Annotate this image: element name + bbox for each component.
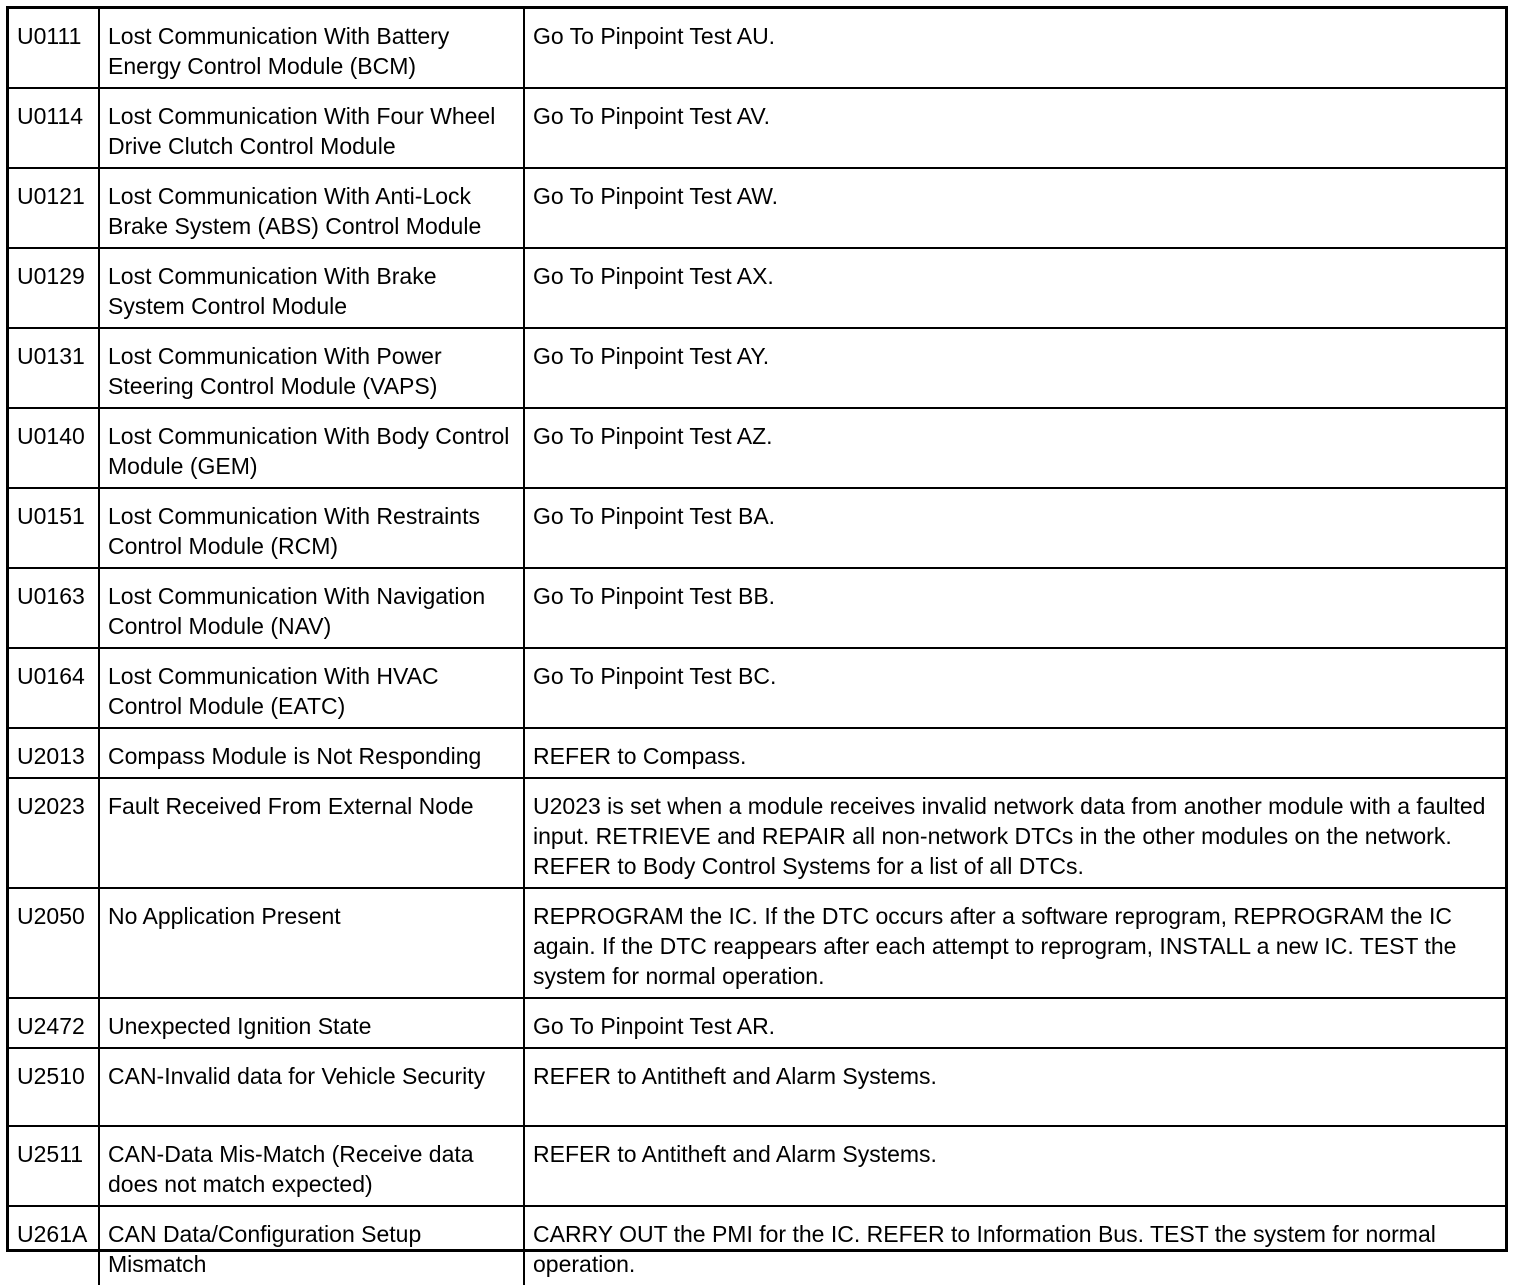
table-row xyxy=(9,998,1505,1048)
table-row xyxy=(9,488,1505,568)
dtc-code-cell: U2510 xyxy=(9,1048,99,1126)
dtc-code-cell: U2511 xyxy=(9,1126,99,1206)
dtc-table-frame xyxy=(6,6,1508,1277)
dtc-description-cell: Lost Communication With HVAC Control Module (EATC) xyxy=(99,648,524,728)
dtc-code-cell: U0163 xyxy=(9,568,99,648)
table-row xyxy=(9,648,1505,728)
dtc-action-cell: CARRY OUT the PMI for the IC. REFER to Information Bus. TEST the system for normal operation. xyxy=(524,1206,1505,1285)
dtc-table-body xyxy=(9,9,1505,1285)
dtc-action-cell: Go To Pinpoint Test BA. xyxy=(524,488,1505,568)
table-row xyxy=(9,888,1505,998)
dtc-code-cell: U2050 xyxy=(9,888,99,998)
table-row xyxy=(9,328,1505,408)
dtc-action-cell: Go To Pinpoint Test AZ. xyxy=(524,408,1505,488)
table-row xyxy=(9,568,1505,648)
dtc-action-cell: REPROGRAM the IC. If the DTC occurs after a software reprogram, REPROGRAM the IC again. If the DTC reappears after each attempt to reprogram, INSTALL a new IC. TEST the system for normal operation. xyxy=(524,888,1505,998)
dtc-action-cell: U2023 is set when a module receives invalid network data from another module with a faulted input. RETRIEVE and REPAIR all non-network DTCs in the other modules on the network. REFER to Body Control Systems for a list of all DTCs. xyxy=(524,778,1505,888)
table-row xyxy=(9,1126,1505,1206)
table-row xyxy=(9,88,1505,168)
dtc-code-cell: U0151 xyxy=(9,488,99,568)
dtc-description-cell: CAN Data/Configuration Setup Mismatch xyxy=(99,1206,524,1285)
dtc-description-cell: Lost Communication With Navigation Control Module (NAV) xyxy=(99,568,524,648)
dtc-description-cell: Lost Communication With Power Steering Control Module (VAPS) xyxy=(99,328,524,408)
table-row xyxy=(9,168,1505,248)
dtc-action-cell: Go To Pinpoint Test BB. xyxy=(524,568,1505,648)
dtc-code-cell: U0129 xyxy=(9,248,99,328)
table-row xyxy=(9,248,1505,328)
dtc-code-cell: U2013 xyxy=(9,728,99,778)
dtc-description-cell: Lost Communication With Four Wheel Drive Clutch Control Module xyxy=(99,88,524,168)
dtc-description-cell: Fault Received From External Node xyxy=(99,778,524,888)
dtc-table xyxy=(9,9,1505,1285)
dtc-description-cell: No Application Present xyxy=(99,888,524,998)
dtc-code-cell: U0121 xyxy=(9,168,99,248)
dtc-action-cell: REFER to Antitheft and Alarm Systems. xyxy=(524,1126,1505,1206)
table-row xyxy=(9,408,1505,488)
dtc-description-cell: Lost Communication With Battery Energy Control Module (BCM) xyxy=(99,9,524,88)
dtc-action-cell: Go To Pinpoint Test BC. xyxy=(524,648,1505,728)
dtc-code-cell: U0164 xyxy=(9,648,99,728)
dtc-action-cell: Go To Pinpoint Test AU. xyxy=(533,23,776,49)
dtc-action-cell: Go To Pinpoint Test AY. xyxy=(524,328,1505,408)
table-row xyxy=(9,1206,1505,1285)
dtc-description-cell: Lost Communication With Body Control Module (GEM) xyxy=(99,408,524,488)
dtc-description-cell: Compass Module is Not Responding xyxy=(99,728,524,778)
dtc-code-cell: U2472 xyxy=(9,998,99,1048)
dtc-action-cell: Go To Pinpoint Test AV. xyxy=(524,88,1505,168)
dtc-action-cell: Go To Pinpoint Test AR. xyxy=(524,998,1505,1048)
dtc-action-cell: REFER to Antitheft and Alarm Systems. xyxy=(524,1048,1505,1126)
table-row xyxy=(9,9,1505,88)
dtc-code-cell: U0114 xyxy=(9,88,99,168)
dtc-code-cell: U0131 xyxy=(9,328,99,408)
dtc-code-cell: U2023 xyxy=(9,778,99,888)
table-row xyxy=(9,778,1505,888)
dtc-description-cell: CAN-Invalid data for Vehicle Security xyxy=(99,1048,524,1126)
dtc-action-cell: Go To Pinpoint Test AW. xyxy=(524,168,1505,248)
table-row xyxy=(9,1048,1505,1126)
dtc-description-cell: Unexpected Ignition State xyxy=(99,998,524,1048)
dtc-description-cell: Lost Communication With Brake System Control Module xyxy=(99,248,524,328)
dtc-description-cell: Lost Communication With Restraints Control Module (RCM) xyxy=(99,488,524,568)
dtc-code-cell: U261A xyxy=(9,1206,99,1285)
dtc-description-cell: CAN-Data Mis-Match (Receive data does not match expected) xyxy=(99,1126,524,1206)
dtc-description-cell: Lost Communication With Anti-Lock Brake System (ABS) Control Module xyxy=(99,168,524,248)
dtc-code-cell: U0140 xyxy=(9,408,99,488)
dtc-action-cell: REFER to Compass. xyxy=(524,728,1505,778)
dtc-code-cell: U0111 xyxy=(9,9,99,88)
dtc-action-cell: Go To Pinpoint Test AX. xyxy=(524,248,1505,328)
table-row xyxy=(9,728,1505,778)
